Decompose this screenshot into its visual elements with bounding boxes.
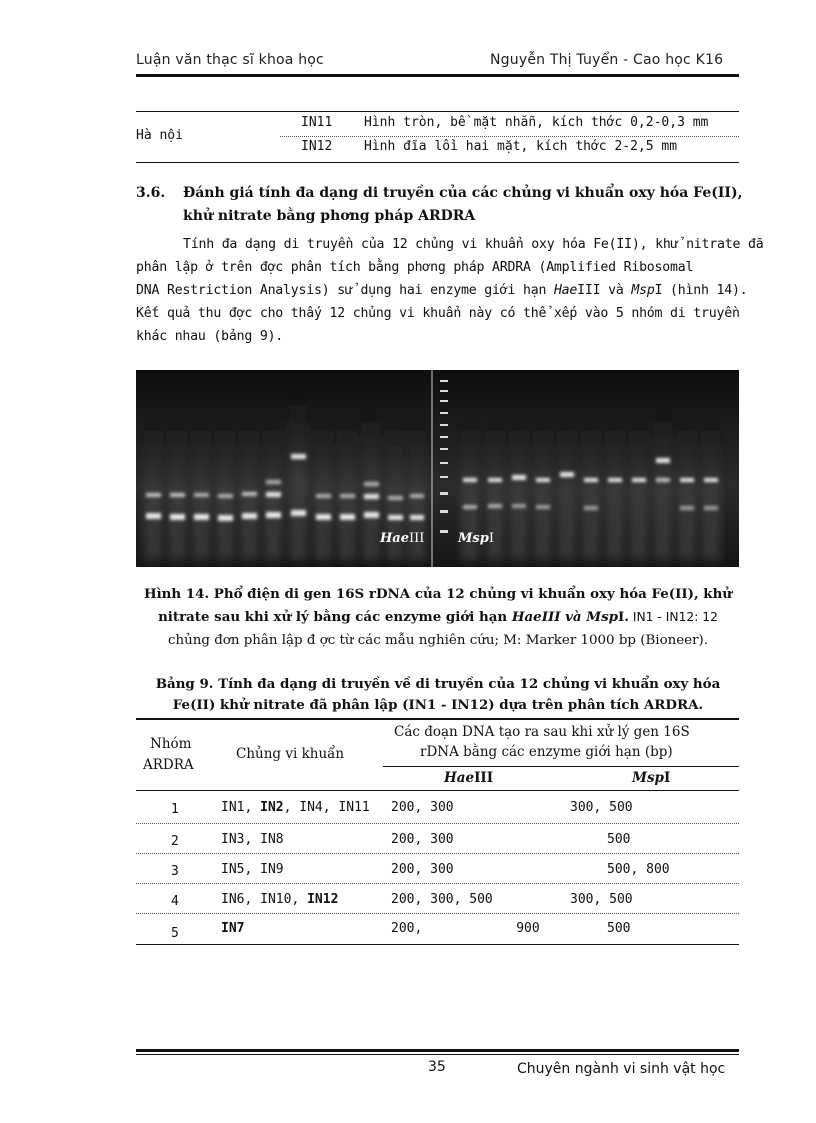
table9-cell-haeiii: 200, 300 bbox=[391, 832, 454, 847]
table9-cell-mspi: 500 bbox=[607, 832, 631, 847]
section-number: 3.6. bbox=[136, 185, 166, 201]
table9-cell-mspi: 500 bbox=[607, 921, 631, 936]
table9-row-divider bbox=[136, 823, 739, 824]
table9-cell-haeiii: 200, 900 bbox=[391, 921, 540, 936]
table9-cell-strains: IN1, IN2, IN4, IN11 bbox=[221, 800, 370, 815]
top-table-bottom-rule bbox=[136, 162, 739, 163]
top-table-desc: Hình đĩa lồi hai mặt, kích thớc 2-2,5 mm bbox=[364, 139, 678, 154]
table9-cell-strains: IN6, IN10, IN12 bbox=[221, 892, 339, 907]
footer-rule bbox=[136, 1049, 739, 1052]
table9-cell-mspi: 300, 500 bbox=[570, 892, 633, 907]
header-left: Luận văn thạc sĩ khoa học bbox=[136, 52, 324, 68]
top-table-desc: Hình tròn, bề mặt nhẵn, kích thớc 0,2-0,3 mm bbox=[364, 115, 709, 130]
table9-cell-strains: IN5, IN9 bbox=[221, 862, 284, 877]
table9-head-strains: Chủng vi khuẩn bbox=[236, 746, 345, 762]
table9-cell-mspi: 300, 500 bbox=[570, 800, 633, 815]
table9-cell-group: 5 bbox=[171, 926, 179, 941]
section-title: khử nitrate bằng phơng pháp ARDRA bbox=[183, 208, 476, 224]
table9-top-rule bbox=[136, 718, 739, 720]
table9-cell-group: 4 bbox=[171, 894, 179, 909]
footer-right: Chuyên ngành vi sinh vật học bbox=[517, 1061, 726, 1077]
paragraph-line: khác nhau (bảng 9). bbox=[136, 329, 284, 344]
table9-title: Bảng 9. Tính đa dạng di truyền về di truyền của 12 chủng vi khuẩn oxy hóa bbox=[155, 676, 721, 692]
table9-cell-group: 2 bbox=[171, 834, 179, 849]
section-title: Đánh giá tính đa dạng di truyền của các chủng vi khuẩn oxy hóa Fe(II), bbox=[183, 185, 743, 201]
top-table-top-rule bbox=[136, 111, 739, 112]
paragraph-line: phân lập ở trên đợc phân tích bằng phơng pháp ARDRA (Amplified Ribosomal bbox=[136, 260, 694, 275]
table9-head-haeiii: HaeIII bbox=[444, 770, 494, 786]
table9-bottom-rule bbox=[136, 944, 739, 945]
table9-head-rule bbox=[136, 790, 739, 791]
top-table-location: Hà nội bbox=[136, 128, 183, 143]
footer-rule-thin bbox=[136, 1054, 739, 1055]
table9-cell-group: 1 bbox=[171, 802, 179, 817]
header-rule bbox=[136, 74, 739, 77]
table9-head-group: Nhóm bbox=[150, 736, 192, 752]
top-table-id: IN11 bbox=[301, 115, 333, 130]
page-number: 35 bbox=[428, 1059, 446, 1075]
table9-row-divider bbox=[136, 883, 739, 884]
table9-head-mspi: MspI bbox=[632, 770, 671, 786]
table9-cell-strains: IN7 bbox=[221, 921, 245, 936]
table9-cell-mspi: 500, 800 bbox=[607, 862, 670, 877]
gel-label-haeiii: HaeIII bbox=[380, 531, 425, 546]
paragraph-line: Tính đa dạng di truyền của 12 chủng vi khuẩn oxy hóa Fe(II), khử nitrate đã bbox=[183, 237, 764, 252]
table9-cell-haeiii: 200, 300, 500 bbox=[391, 892, 493, 907]
top-table-id: IN12 bbox=[301, 139, 333, 154]
header-right: Nguyễn Thị Tuyển - Cao học K16 bbox=[490, 52, 724, 68]
table9-sub-rule bbox=[383, 766, 739, 767]
gel-electrophoresis-image bbox=[136, 370, 739, 567]
gel-label-mspi: MspI bbox=[458, 531, 494, 546]
top-table-dotted-rule bbox=[280, 136, 739, 137]
gel-svg bbox=[136, 370, 739, 567]
table9-head-group: ARDRA bbox=[143, 757, 194, 773]
figure-caption-line: nitrate sau khi xử lý bằng các enzyme giới hạn HaeIII và MspI. IN1 - IN12: 12 bbox=[158, 609, 718, 625]
paragraph-line: DNA Restriction Analysis) sử dụng hai enzyme giới hạn HaeIII và MspI (hình 14). bbox=[136, 283, 748, 298]
figure-caption-line: chủng đơn phân lập đ ợc từ các mẫu nghiên cứu; M: Marker 1000 bp (Bioneer). bbox=[168, 633, 708, 648]
table9-row-divider bbox=[136, 853, 739, 854]
table9-cell-group: 3 bbox=[171, 864, 179, 879]
table9-head-fragments: Các đoạn DNA tạo ra sau khi xử lý gen 16S bbox=[394, 724, 690, 740]
table9-title: Fe(II) khử nitrate đã phân lập (IN1 - IN12) dựa trên phân tích ARDRA. bbox=[172, 697, 704, 713]
paragraph-line: Kết quả thu đợc cho thấy 12 chủng vi khuẩn này có thể xếp vào 5 nhóm di truyền bbox=[136, 306, 740, 321]
table9-head-fragments: rDNA bằng các enzyme giới hạn (bp) bbox=[420, 744, 673, 760]
table9-cell-haeiii: 200, 300 bbox=[391, 800, 454, 815]
table9-cell-strains: IN3, IN8 bbox=[221, 832, 284, 847]
table9-row-divider bbox=[136, 913, 739, 914]
figure-caption-line: Hình 14. Phổ điện di gen 16S rDNA của 12 chủng vi khuẩn oxy hóa Fe(II), khử bbox=[143, 586, 733, 602]
table9-cell-haeiii: 200, 300 bbox=[391, 862, 454, 877]
